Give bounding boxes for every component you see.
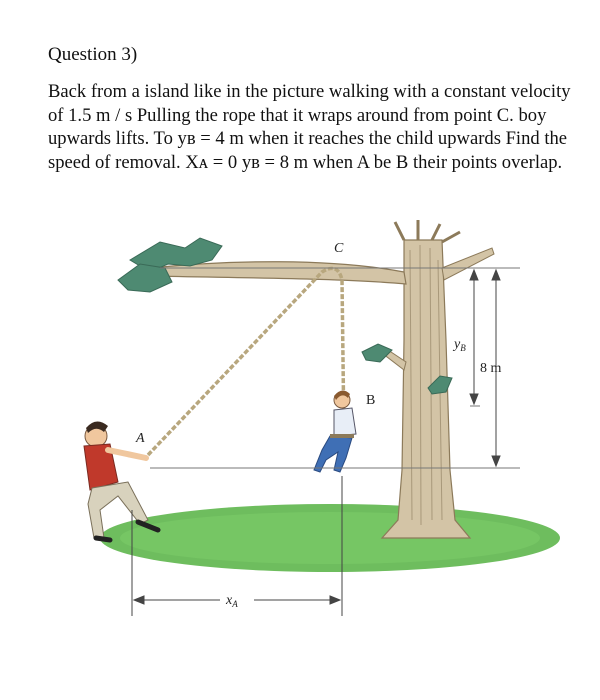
label-point-a: A bbox=[136, 431, 145, 446]
ground-shadow bbox=[120, 512, 540, 564]
tree-branch-right bbox=[442, 248, 494, 280]
question-line-3: upwards lifts. To yʙ = 4 m when it reaches the child upwards Find the bbox=[48, 128, 568, 149]
question-line-2: of 1.5 m / s Pulling the rope that it wraps around from point C. boy bbox=[48, 104, 547, 126]
label-xa: $x_A$ bbox=[226, 593, 238, 609]
label-8m: 8 m bbox=[480, 361, 502, 376]
question-line-4: speed of removal. Xᴀ = 0 yʙ = 8 m when A be B their points overlap. bbox=[48, 151, 563, 173]
leaf-small-1 bbox=[362, 344, 392, 362]
question-text bbox=[48, 80, 571, 174]
label-yb: $y_B$ bbox=[454, 337, 466, 353]
question-line-1: Back from a island like in the picture walking with a constant velocity bbox=[48, 81, 571, 102]
child-figure bbox=[314, 390, 356, 472]
rope bbox=[148, 268, 344, 455]
label-point-b: B bbox=[366, 393, 376, 408]
dimension-yb bbox=[470, 270, 478, 404]
label-point-c: C bbox=[334, 241, 344, 256]
tree-swing-figure bbox=[0, 220, 600, 640]
question-title: Question 3) bbox=[48, 44, 138, 65]
